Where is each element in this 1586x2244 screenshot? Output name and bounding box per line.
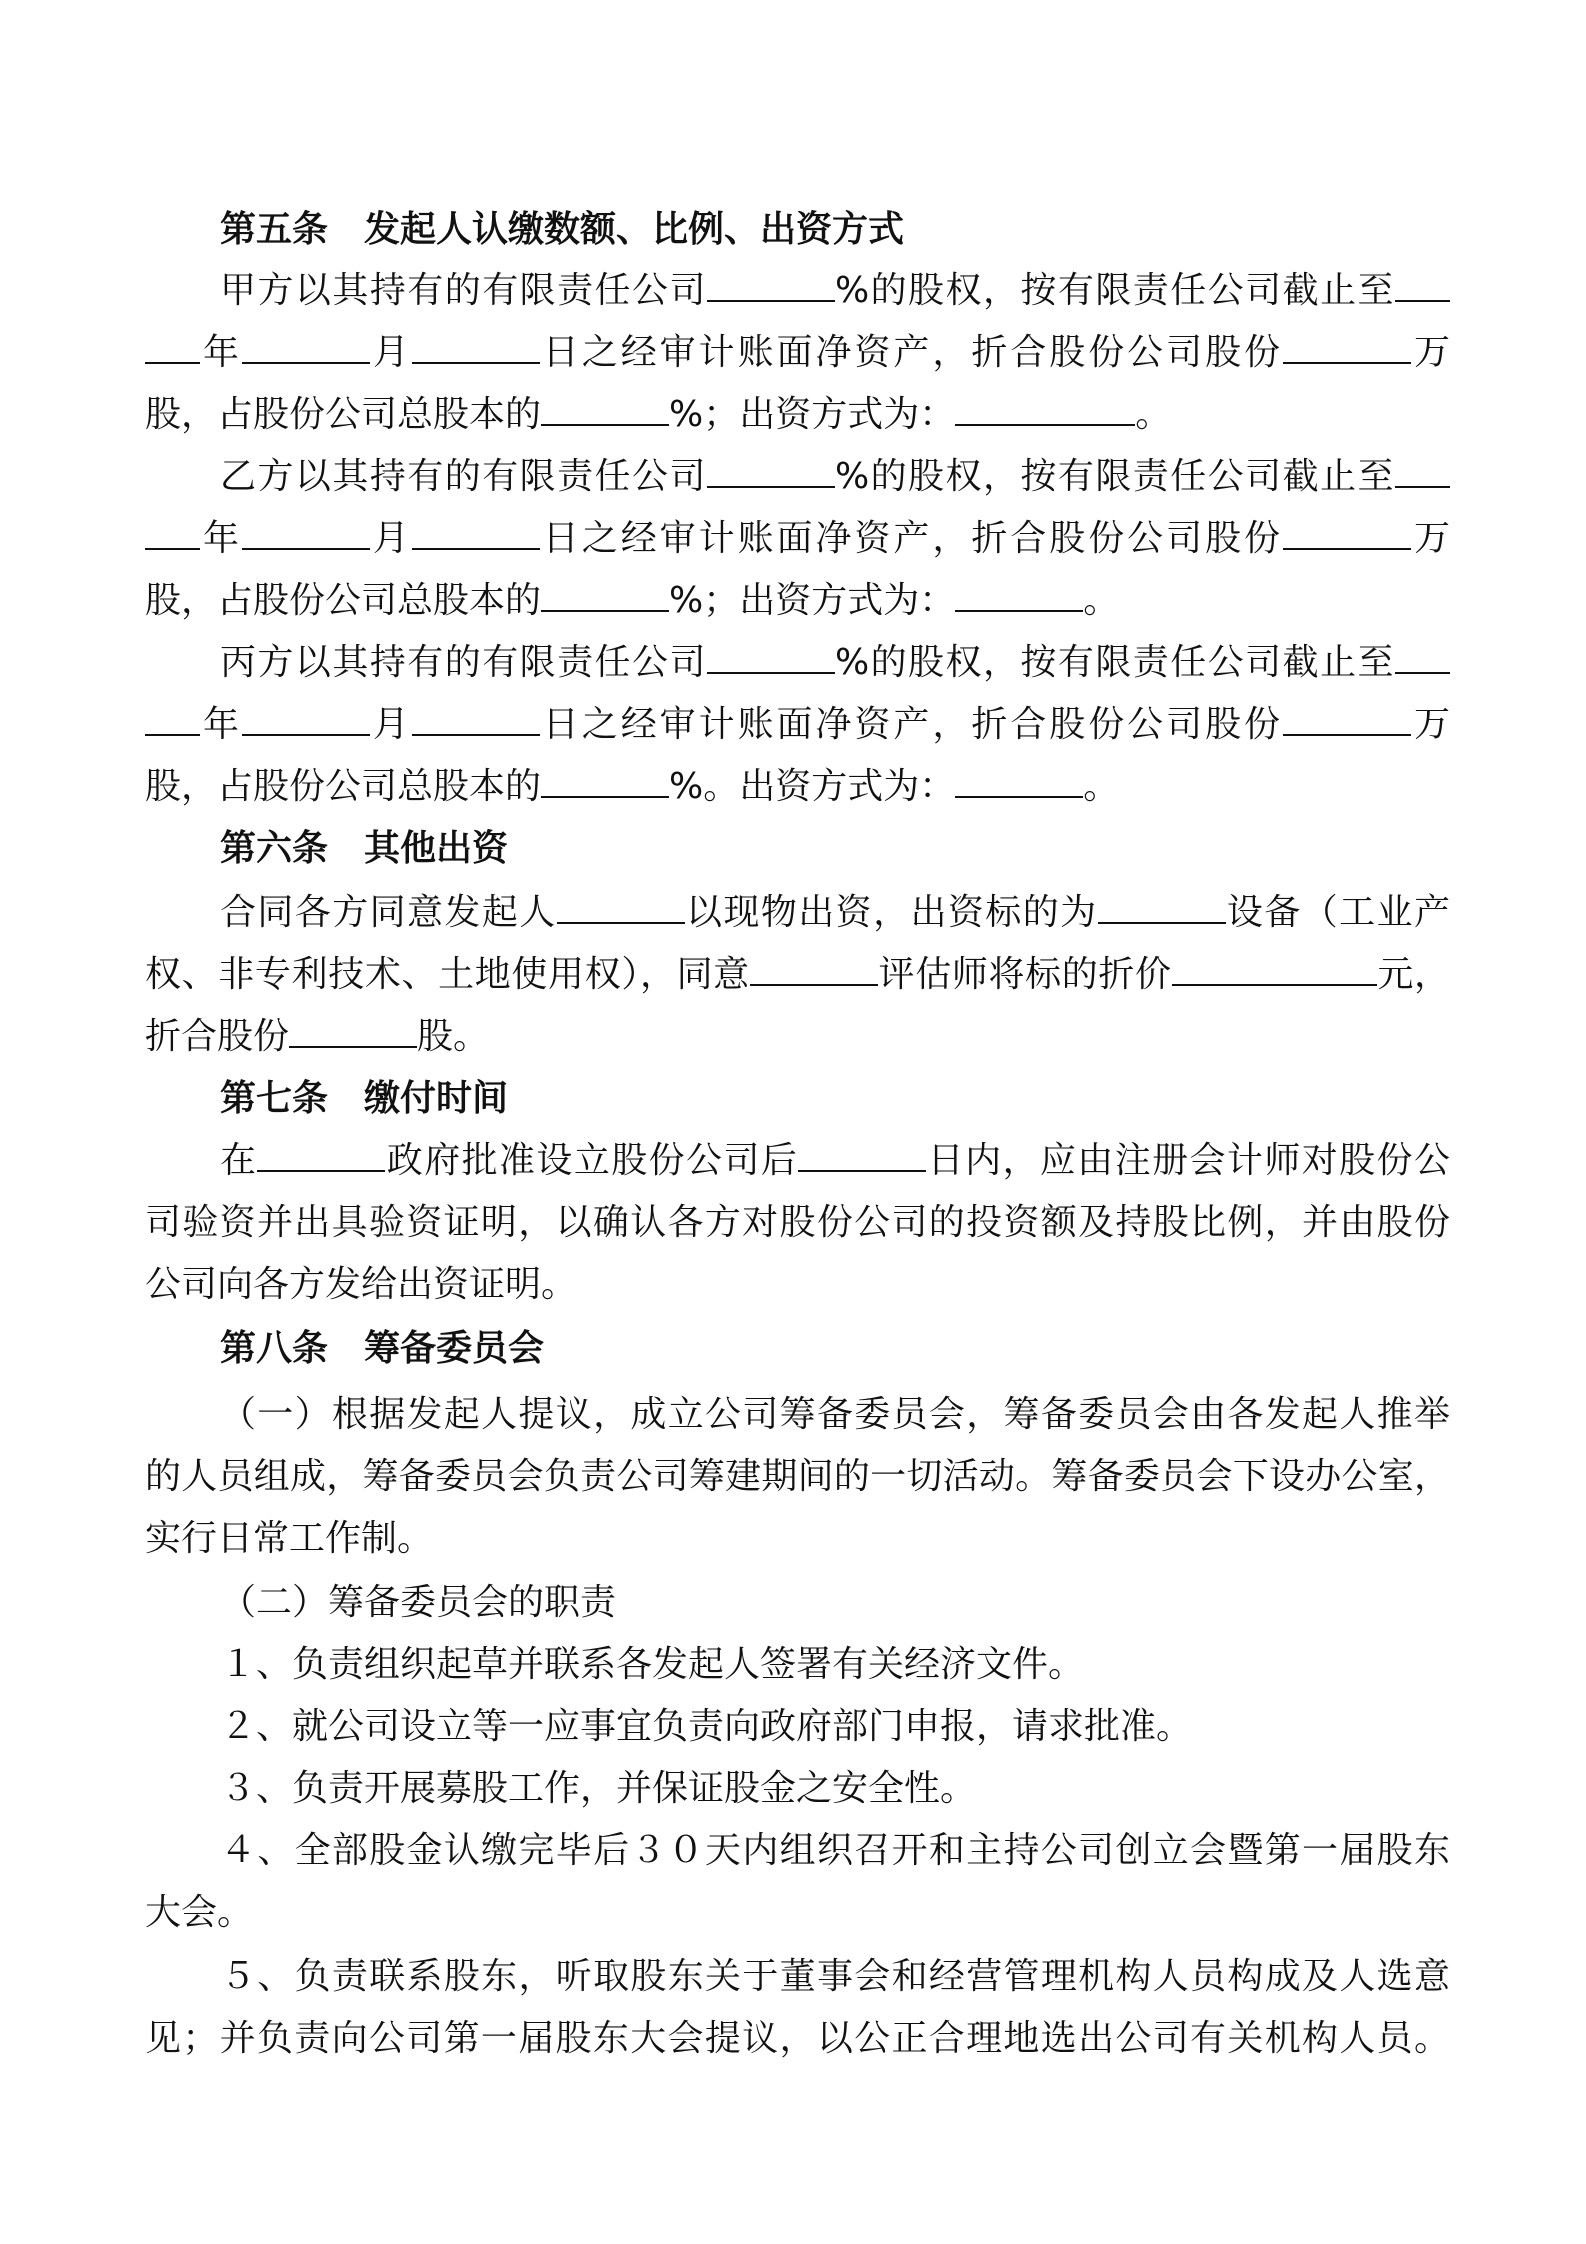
article-8-clause-2-heading: （二）筹备委员会的职责: [220, 1582, 617, 1623]
article-6-line-3: 折合股份 股。: [145, 1016, 490, 1057]
duty-item-4-line-2: 大会。: [145, 1892, 254, 1933]
blank-field[interactable]: [1172, 983, 1377, 986]
blank-field[interactable]: [412, 733, 540, 736]
duty-item-5-line-2: 见；并负责向公司第一届股东大会提议，以公正合理地选出公司有关机构人员。: [145, 2018, 1450, 2059]
blank-field[interactable]: [412, 547, 540, 550]
blank-field[interactable]: [242, 547, 370, 550]
blank-field[interactable]: [798, 1169, 926, 1172]
blank-field[interactable]: [1395, 299, 1450, 302]
blank-field[interactable]: [707, 299, 835, 302]
blank-field[interactable]: [955, 609, 1083, 612]
duty-item-2: ２、就公司设立等一应事宜负责向政府部门申报，请求批准。: [220, 1706, 1193, 1747]
blank-field[interactable]: [289, 1045, 417, 1048]
article-8-heading: 第八条 筹备委员会: [220, 1328, 545, 1369]
article-6-heading: 第六条 其他出资: [220, 828, 509, 869]
party-a-line-3: 股，占股份公司总股本的 %；出资方式为： 。: [145, 394, 1172, 435]
blank-field[interactable]: [242, 361, 370, 364]
blank-field[interactable]: [257, 1169, 385, 1172]
duty-item-4-line-1: ４、全部股金认缴完毕后３０天内组织召开和主持公司创立会暨第一届股东: [220, 1830, 1450, 1871]
article-8-clause-1-line-3: 实行日常工作制。: [145, 1518, 434, 1559]
article-6-line-1: 合同各方同意发起人 以现物出资，出资标的为 设备（工业产: [220, 892, 1450, 933]
party-b-line-2: 年 月 日之经审计账面净资产，折合股份公司股份 万: [145, 511, 1450, 567]
blank-field[interactable]: [955, 795, 1083, 798]
duty-item-3: ３、负责开展募股工作，并保证股金之安全性。: [220, 1768, 977, 1809]
blank-field[interactable]: [557, 921, 685, 924]
party-b-line-1: 乙方以其持有的有限责任公司 %的股权，按有限责任公司截止至: [220, 449, 1450, 505]
blank-field[interactable]: [1283, 547, 1411, 550]
party-a-line-1: 甲方以其持有的有限责任公司 %的股权，按有限责任公司截止至: [220, 263, 1450, 319]
blank-field[interactable]: [145, 547, 200, 550]
blank-field[interactable]: [1395, 485, 1450, 488]
duty-item-1: １、负责组织起草并联系各发起人签署有关经济文件。: [220, 1644, 1085, 1685]
blank-field[interactable]: [541, 795, 669, 798]
article-8-clause-1-line-2: 的人员组成，筹备委员会负责公司筹建期间的一切活动。筹备委员会下设办公室，: [145, 1456, 1450, 1497]
blank-field[interactable]: [541, 609, 669, 612]
blank-field[interactable]: [1283, 361, 1411, 364]
party-c-line-3: 股，占股份公司总股本的 %。出资方式为： 。: [145, 766, 1120, 807]
blank-field[interactable]: [145, 733, 200, 736]
article-8-clause-1-line-1: （一）根据发起人提议，成立公司筹备委员会，筹备委员会由各发起人推举: [220, 1394, 1450, 1435]
article-7-line-3: 公司向各方发给出资证明。: [145, 1264, 578, 1305]
blank-field[interactable]: [541, 423, 669, 426]
duty-item-5-line-1: ５、负责联系股东，听取股东关于董事会和经营管理机构人员构成及人选意: [220, 1956, 1450, 1997]
blank-field[interactable]: [707, 485, 835, 488]
article-7-line-1: 在 政府批准设立股份公司后 日内，应由注册会计师对股份公: [220, 1140, 1450, 1181]
article-7-line-2: 司验资并出具验资证明，以确认各方对股份公司的投资额及持股比例，并由股份: [145, 1202, 1450, 1243]
party-a-line-2: 年 月 日之经审计账面净资产，折合股份公司股份 万: [145, 325, 1450, 381]
blank-field[interactable]: [955, 423, 1135, 426]
party-c-line-1: 丙方以其持有的有限责任公司 %的股权，按有限责任公司截止至: [220, 635, 1450, 691]
blank-field[interactable]: [145, 361, 200, 364]
article-5-heading: 第五条 发起人认缴数额、比例、出资方式: [220, 209, 905, 250]
blank-field[interactable]: [707, 671, 835, 674]
article-6-line-2: 权、非专利技术、土地使用权），同意 评估师将标的折价 元，: [145, 954, 1450, 995]
party-c-line-2: 年 月 日之经审计账面净资产，折合股份公司股份 万: [145, 697, 1450, 753]
article-7-heading: 第七条 缴付时间: [220, 1078, 509, 1119]
blank-field[interactable]: [412, 361, 540, 364]
blank-field[interactable]: [750, 983, 878, 986]
blank-field[interactable]: [1283, 733, 1411, 736]
blank-field[interactable]: [1395, 671, 1450, 674]
blank-field[interactable]: [242, 733, 370, 736]
blank-field[interactable]: [1098, 921, 1226, 924]
party-b-line-3: 股，占股份公司总股本的 %；出资方式为： 。: [145, 580, 1120, 621]
